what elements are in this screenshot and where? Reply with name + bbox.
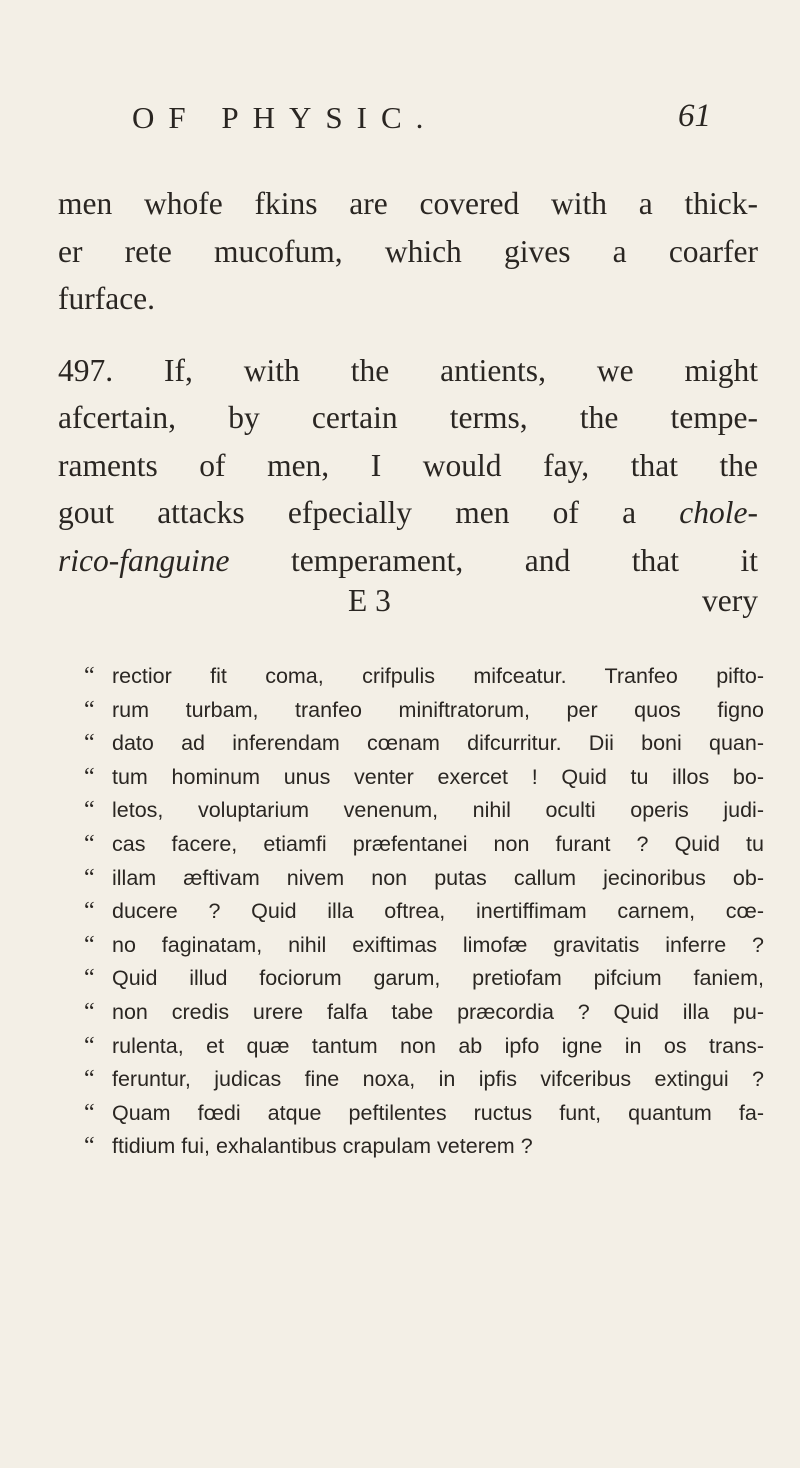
quote-text: rectior fit coma, crifpulis mifceatur. Tranfeo pifto- (112, 664, 764, 688)
quote-text: Quid illud fociorum garum, pretiofam pifcium faniem, (112, 966, 764, 991)
quote-text: dato ad inferendam cœnam difcurritur. Dii boni quan- (112, 731, 764, 756)
text-line: raments of men, I would fay, that the (58, 447, 758, 483)
text-line: er rete mucofum, which gives a coarfer (58, 233, 758, 269)
quote-mark: “ (84, 1066, 95, 1093)
quote-mark: “ (84, 830, 95, 857)
text-line (58, 537, 758, 585)
quote-mark: “ (84, 1032, 95, 1059)
quote-text: ftidium fui, exhalantibus crapulam veterem ? (112, 1134, 533, 1159)
quote-mark: “ (84, 965, 95, 992)
text-line: 497. If, with the antients, we might (58, 352, 758, 388)
running-title: OF PHYSIC. (132, 100, 438, 135)
footnote-quote (84, 660, 764, 1164)
quote-line (84, 962, 764, 996)
quote-line (84, 694, 764, 728)
page-number: 61 (678, 98, 711, 134)
catch-line (58, 583, 758, 629)
quote-line (84, 727, 764, 761)
text-line: furface. (58, 281, 156, 316)
quote-text: non credis urere falfa tabe præcordia ? Quid illa pu- (112, 999, 764, 1024)
italic-term: rico-fanguine (58, 542, 230, 578)
quote-text: rum turbam, tranfeo miniftratorum, per quos figno (112, 697, 764, 722)
quote-line (84, 996, 764, 1030)
quote-text: ducere ? Quid illa oftrea, inertiffimam carnem, cœ- (112, 899, 764, 924)
main-text (58, 180, 758, 584)
text-line: afcertain, by certain terms, the tempe- (58, 400, 758, 435)
quote-mark: “ (84, 931, 95, 958)
quote-text: rulenta, et quæ tantum non ab ipfo igne in os trans- (112, 1033, 764, 1058)
quote-text: feruntur, judicas fine noxa, in ipfis vifceribus extingui ? (112, 1067, 764, 1092)
quote-line (84, 761, 764, 795)
quote-mark: “ (84, 696, 95, 723)
quote-text: no faginatam, nihil exiftimas limofæ gravitatis inferre ? (112, 932, 764, 957)
quote-line (84, 1030, 764, 1064)
quote-line (84, 1130, 764, 1164)
text-line (58, 489, 758, 537)
quote-text: letos, voluptarium venenum, nihil oculti operis judi- (112, 798, 764, 823)
quote-line (84, 828, 764, 862)
quote-mark: “ (84, 730, 95, 757)
quote-mark: “ (84, 797, 95, 824)
quote-text: Quam fœdi atque peftilentes ructus funt, quantum fa- (112, 1100, 764, 1125)
quote-mark: “ (84, 763, 95, 790)
quote-line (84, 1097, 764, 1131)
running-head (0, 100, 800, 148)
quote-mark: “ (84, 998, 95, 1025)
signature-mark: E 3 (348, 583, 391, 618)
italic-term: chole- (679, 495, 758, 530)
quote-text: cas facere, etiamfi præfentanei non furant ? Quid tu (112, 831, 764, 856)
quote-mark: “ (84, 663, 95, 689)
quote-line (84, 1063, 764, 1097)
quote-line (84, 862, 764, 896)
quote-mark: “ (84, 898, 95, 925)
quote-line (84, 794, 764, 828)
quote-mark: “ (84, 1133, 95, 1160)
paragraph-497 (58, 347, 758, 585)
quote-line (84, 895, 764, 929)
quote-mark: “ (84, 864, 95, 891)
quote-text: tum hominum unus venter exercet ! Quid tu illos bo- (112, 764, 764, 789)
quote-line (84, 929, 764, 963)
catchword: very (702, 583, 758, 618)
quote-line (84, 660, 764, 694)
quote-text: illam æftivam nivem non putas callum jecinoribus ob- (112, 865, 764, 890)
text-segment: gout attacks efpecially men of a (58, 495, 637, 530)
text-line: men whofe fkins are covered with a thick- (58, 186, 758, 221)
quote-mark: “ (84, 1099, 95, 1126)
text-segment: temperament, and that it (229, 542, 758, 578)
